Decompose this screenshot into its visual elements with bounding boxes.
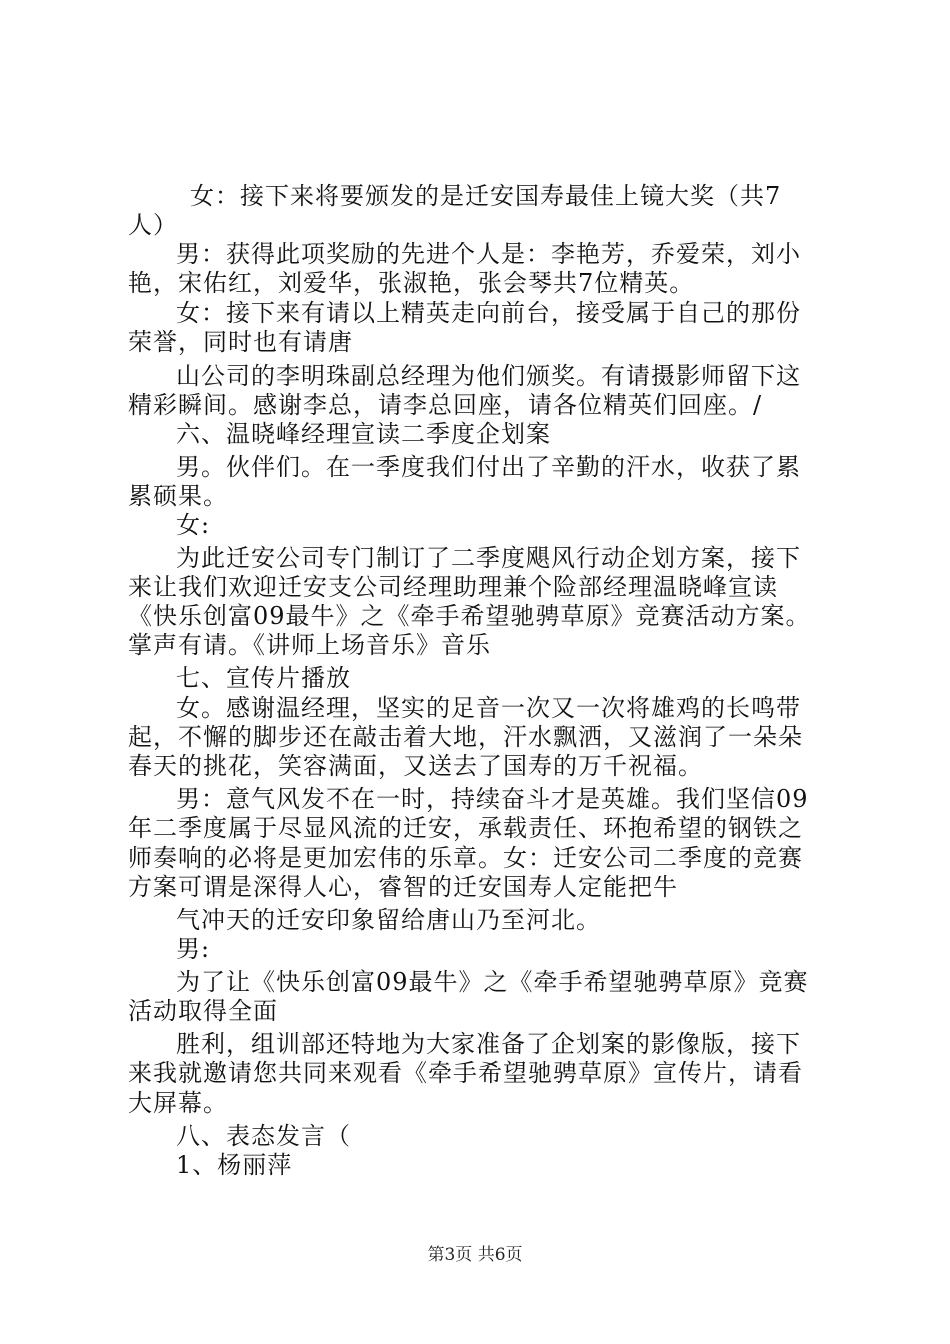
text-line-28: 活动取得全面	[128, 997, 278, 1025]
text-line-13: 为此迁安公司专门制订了二季度飓风行动企划方案，接下	[176, 544, 801, 572]
text-line-7: 山公司的李明珠副总经理为他们颁奖。有请摄影师留下这	[176, 362, 801, 390]
text-line-6: 荣誉，同时也有请唐	[128, 328, 353, 356]
text-line-29: 胜利，组训部还特地为大家准备了企划案的影像版，接下	[176, 1030, 801, 1058]
text-line-19: 起，不懈的脚步还在敲击着大地，汗水飘洒，又滋润了一朵朵	[128, 723, 803, 751]
text-line-22: 年二季度属于尽显风流的迁安，承载责任、环抱希望的钢铁之	[128, 814, 803, 842]
text-line-25: 气冲天的迁安印象留给唐山乃至河北。	[176, 906, 601, 934]
text-line-11: 累硕果。	[128, 482, 228, 510]
text-line-1: 女：接下来将要颁发的是迁安国寿最佳上镜大奖（共7	[190, 182, 782, 210]
text-line-33: 1、杨丽萍	[176, 1151, 293, 1179]
text-line-20: 春天的挑花，笑容满面，又送去了国寿的万千祝福。	[128, 752, 703, 780]
text-line-8: 精彩瞬间。感谢李总，请李总回座，请各位精英们回座。/	[128, 391, 763, 419]
text-line-23: 师奏响的必将是更加宏伟的乐章。女：迁安公司二季度的竞赛	[128, 844, 803, 872]
text-line-31: 大屏幕。	[128, 1089, 228, 1117]
section-heading-6: 六、温晓峰经理宣读二季度企划案	[176, 420, 551, 448]
section-heading-7: 七、宣传片播放	[176, 664, 351, 692]
section-heading-8: 八、表态发言（	[176, 1122, 351, 1150]
page-footer: 第3页 共6页	[427, 1245, 523, 1265]
text-line-16: 掌声有请。《讲师上场音乐》音乐	[128, 631, 491, 659]
text-line-2: 人）	[128, 211, 178, 239]
text-line-18: 女。感谢温经理，坚实的足音一次又一次将雄鸡的长鸣带	[176, 694, 801, 722]
text-line-10: 男。伙伴们。在一季度我们付出了辛勤的汗水，收获了累	[176, 453, 801, 481]
text-line-26: 男:	[176, 935, 211, 963]
text-line-3: 男：获得此项奖励的先进个人是：李艳芳，乔爱荣，刘小	[176, 240, 801, 268]
text-line-30: 来我就邀请您共同来观看《牵手希望驰骋草原》宣传片，请看	[128, 1059, 803, 1087]
text-line-12: 女:	[176, 511, 211, 539]
text-line-5: 女：接下来有请以上精英走向前台，接受属于自己的那份	[176, 299, 801, 327]
text-line-15: 《快乐创富09最牛》之《牵手希望驰骋草原》竞赛活动方案。	[128, 602, 811, 630]
text-line-4: 艳，宋佑红，刘爱华，张淑艳，张会琴共7位精英。	[128, 269, 695, 297]
text-line-14: 来让我们欢迎迁安支公司经理助理兼个险部经理温晓峰宣读	[128, 573, 778, 601]
text-line-27: 为了让《快乐创富09最牛》之《牵手希望驰骋草原》竞赛	[176, 968, 809, 996]
text-line-21: 男：意气风发不在一时，持续奋斗才是英雄。我们坚信09	[176, 785, 809, 813]
text-line-24: 方案可谓是深得人心，睿智的迁安国寿人定能把牛	[128, 873, 678, 901]
